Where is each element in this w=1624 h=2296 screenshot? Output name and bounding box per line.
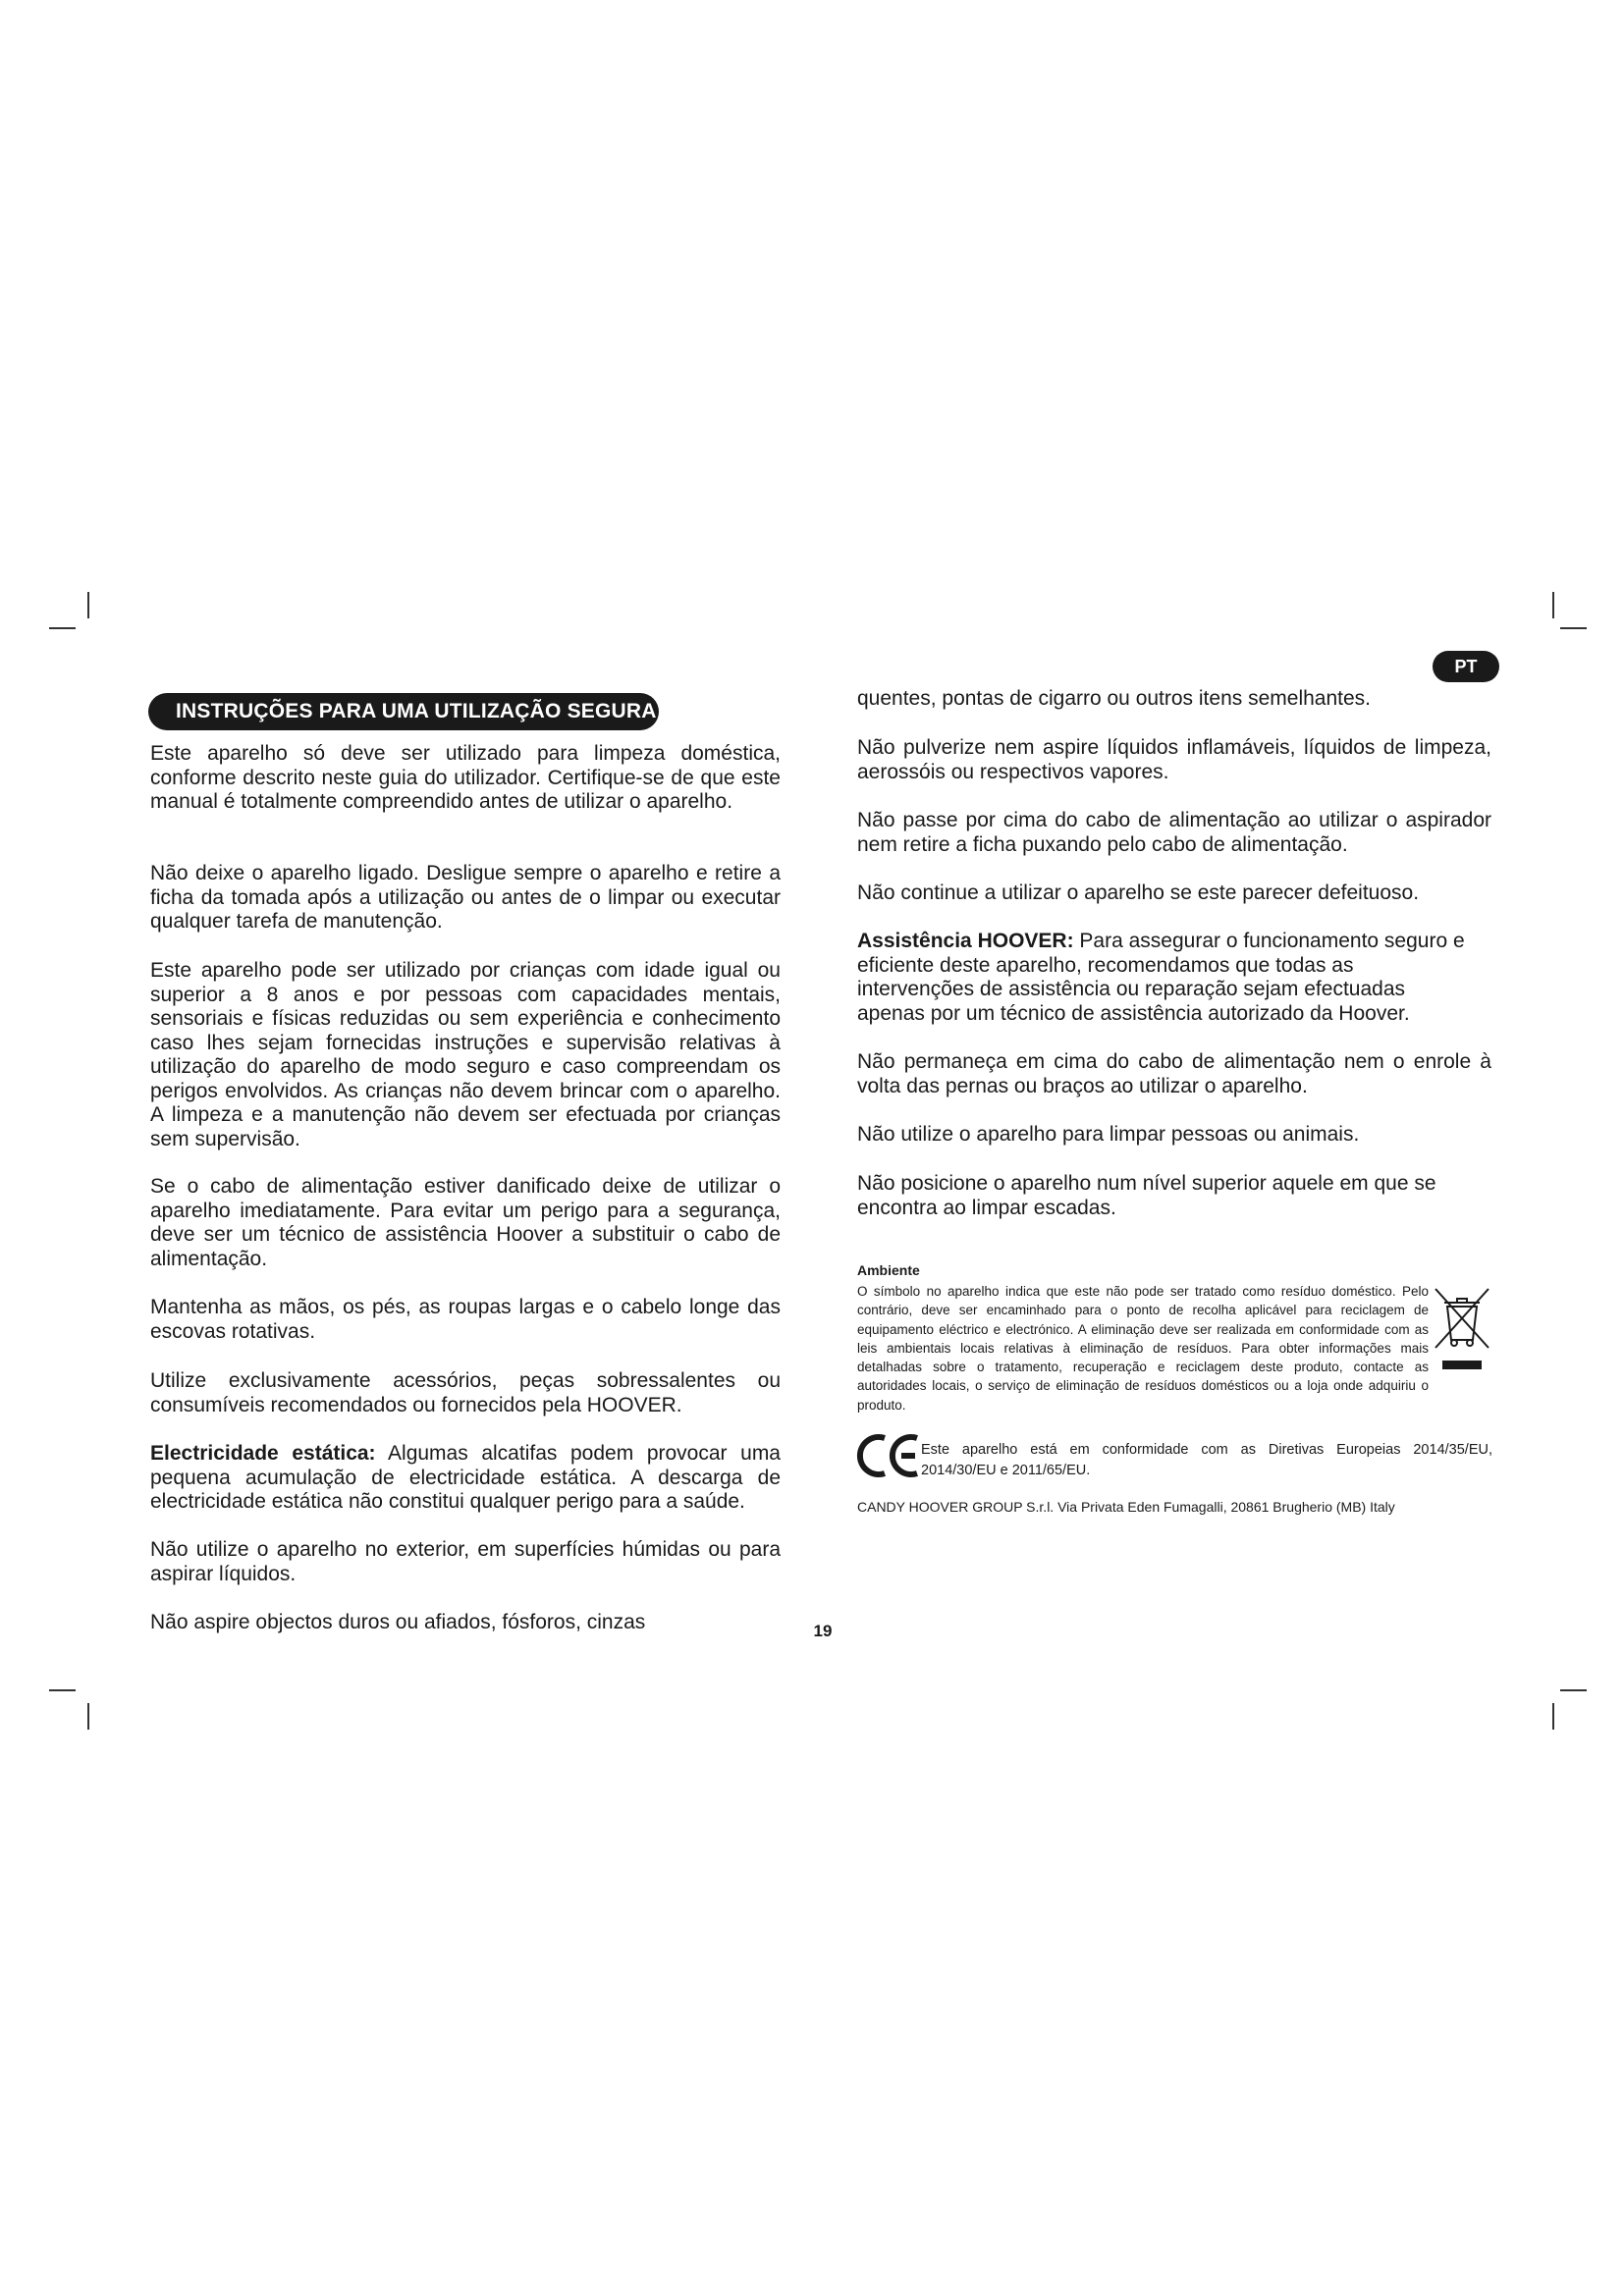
environment-text: O símbolo no aparelho indica que este não pode ser tratado como resíduo doméstico. Pelo contrário, deve ser encaminhado para o ponto de recolha aplicável para reciclagem de equipamento eléctrico e electrónico. A eliminação deve ser realizada em conformidade com as leis ambientais locais relativas à eliminação de resíduos. Para obter informações mais detalhadas sobre o tratamento, recuperação e reciclagem deste produto, contacte as autoridades locais, o serviço de eliminação de resíduos domésticos ou a loja onde adquiriu o produto. [857,1284,1429,1413]
weee-bar-icon [1442,1361,1482,1369]
crop-mark [87,592,89,618]
paragraph: Este aparelho pode ser utilizado por crianças com idade igual ou superior a 8 anos e por pessoas com capacidades mentais, sensoriais e físicas reduzidas ou sem experiência e conhecimento caso lhes sejam fornecidas instruções e supervisão relativas à utilização do aparelho de modo seguro e caso compreendam os perigos envolvidos. As crianças não devem brincar com o aparelho. A limpeza e a manutenção não devem ser efectuada por crianças sem supervisão. [150,959,781,1150]
section-title: INSTRUÇÕES PARA UMA UTILIZAÇÃO SEGURA [148,693,659,730]
paragraph: Não passe por cima do cabo de alimentação ao utilizar o aspirador nem retire a ficha puxando pelo cabo de alimentação. [857,809,1491,856]
paragraph-lead: Electricidade estática: [150,1442,376,1465]
paragraph: Não utilize o aparelho para limpar pessoas ou animais. [857,1123,1360,1146]
paragraph-text: Algumas alcatifas podem provocar uma pequena acumulação de electricidade estática. A descarga de electricidade estática não constitui qualquer perigo para a saúde. [150,1442,781,1513]
paragraph: quentes, pontas de cigarro ou outros itens semelhantes. [857,687,1371,710]
ce-compliance-text: Este aparelho está em conformidade com as Diretivas Europeias 2014/35/EU, 2014/30/EU e 2011/65/EU. [921,1442,1492,1478]
paragraph: Se o cabo de alimentação estiver danificado deixe de utilizar o aparelho imediatamente. Para evitar um perigo para a segurança, deve ser um técnico de assistência Hoover a substituir o cabo de alimentação. [150,1175,781,1270]
page-number: 19 [813,1622,833,1640]
paragraph: Não continue a utilizar o aparelho se este parecer defeituoso. [857,881,1420,904]
paragraph [150,1442,781,1515]
paragraph [857,930,1476,1026]
paragraph: Não deixe o aparelho ligado. Desligue sempre o aparelho e retire a ficha da tomada após a utilização ou antes de o limpar ou executar qualquer tarefa de manutenção. [150,862,781,933]
paragraph: Mantenha as mãos, os pés, as roupas largas e o cabelo longe das escovas rotativas. [150,1296,781,1343]
crop-mark [49,1689,76,1691]
crop-mark [1560,627,1587,629]
company-address: CANDY HOOVER GROUP S.r.l. Via Privata Eden Fumagalli, 20861 Brugherio (MB) Italy [857,1499,1395,1515]
paragraph: Não aspire objectos duros ou afiados, fósforos, cinzas [150,1611,646,1633]
paragraph: Utilize exclusivamente acessórios, peças sobressalentes ou consumíveis recomendados ou fornecidos pela HOOVER. [150,1369,781,1416]
crop-mark [49,627,76,629]
environment-title: Ambiente [857,1262,920,1278]
crop-mark [87,1703,89,1730]
paragraph: Não permaneça em cima do cabo de alimentação nem o enrole à volta das pernas ou braços ao utilizar o aparelho. [857,1050,1491,1097]
paragraph: Este aparelho só deve ser utilizado para limpeza doméstica, conforme descrito neste guia do utilizador. Certifique-se de que este manual é totalmente compreendido antes de utilizar o aparelho. [150,742,781,813]
ce-mark-icon [856,1431,923,1480]
paragraph: Não pulverize nem aspire líquidos inflamáveis, líquidos de limpeza, aerossóis ou respectivos vapores. [857,736,1491,783]
crop-mark [1552,592,1554,618]
crossed-out-wheelie-bin-icon [1434,1285,1490,1350]
paragraph-text: Para assegurar o funcionamento seguro e eficiente deste aparelho, recomendamos que todas as intervenções de assistência ou reparação sejam efectuadas apenas por um técnico de assistência autorizado da Hoover. [857,930,1465,1025]
crop-mark [1560,1689,1587,1691]
paragraph: Não posicione o aparelho num nível superior aquele em que se encontra ao limpar escadas. [857,1172,1436,1219]
language-badge: PT [1433,651,1499,682]
paragraph-lead: Assistência HOOVER: [857,930,1074,952]
crop-mark [1552,1703,1554,1730]
paragraph: Não utilize o aparelho no exterior, em superfícies húmidas ou para aspirar líquidos. [150,1538,781,1585]
